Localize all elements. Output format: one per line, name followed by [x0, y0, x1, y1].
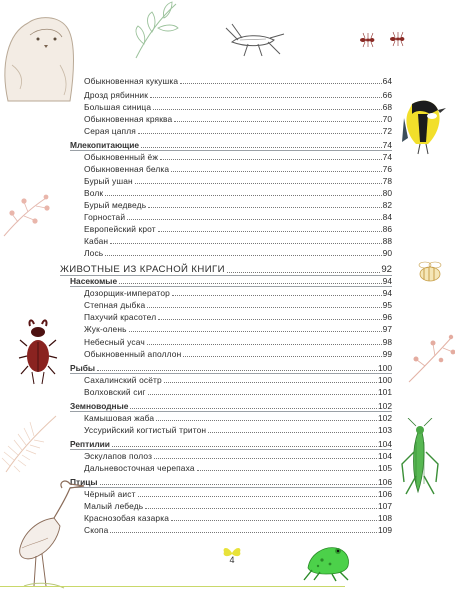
toc-leader-dots — [150, 96, 382, 98]
toc-leader-dots — [148, 206, 381, 208]
toc-page-number: 97 — [382, 324, 392, 334]
toc-page-number: 84 — [382, 212, 392, 222]
toc-label: Европейский крот — [84, 224, 156, 234]
toc-page-number: 109 — [378, 525, 392, 535]
toc-label: Обыкновенный ёж — [84, 152, 159, 162]
toc-page-number: 76 — [382, 164, 392, 174]
toc-page-number: 72 — [382, 126, 392, 136]
toc-leader-dots — [147, 306, 381, 308]
toc-page-number: 94 — [382, 276, 392, 286]
toc-section-heading — [60, 262, 392, 275]
toc-leader-dots — [135, 182, 382, 184]
toc-entry — [84, 175, 392, 186]
toc-label: Серая цапля — [84, 126, 136, 136]
toc-page-number: 64 — [382, 76, 392, 86]
toc-entry — [84, 125, 392, 136]
feather-sprig-icon — [0, 412, 60, 476]
berry-sprig-icon — [0, 186, 55, 241]
toc-page-number: 104 — [378, 439, 392, 449]
toc-entry — [84, 500, 392, 511]
toc-page-number: 68 — [382, 102, 392, 112]
stag-beetle-icon — [18, 318, 58, 390]
toc-page-number: 103 — [378, 425, 392, 435]
toc-leader-dots — [112, 445, 377, 447]
green-grasshopper-icon — [398, 418, 444, 508]
toc-page-number: 99 — [382, 349, 392, 359]
toc-page-number: 105 — [378, 463, 392, 473]
toc-entry — [84, 211, 392, 222]
toc-entry — [84, 151, 392, 162]
toc-leader-dots — [141, 146, 382, 148]
grasshopper-icon — [218, 22, 286, 60]
toc-leader-dots — [148, 393, 377, 395]
toc-leader-dots — [164, 381, 377, 383]
toc-label: Большая синица — [84, 102, 152, 112]
rowan-sprig-icon — [405, 330, 455, 385]
toc-page-number: 80 — [382, 188, 392, 198]
toc-leader-dots — [105, 194, 381, 196]
toc-leader-dots — [183, 355, 381, 357]
toc-label: Земноводные — [70, 401, 129, 411]
toc-entry — [84, 89, 392, 100]
toc-label: Скопа — [84, 525, 109, 535]
leaf-sprig-icon — [128, 0, 183, 60]
toc-leader-dots — [145, 507, 377, 509]
toc-label: Волховский сиг — [84, 387, 146, 397]
toc-leader-dots — [110, 242, 381, 244]
toc-label: Краснозобая казарка — [84, 513, 170, 523]
toc-page-number: 107 — [378, 501, 392, 511]
page-number: 4 — [229, 555, 235, 565]
heron-icon — [8, 478, 88, 596]
toc-label: Бурый медведь — [84, 200, 147, 210]
toc-leader-dots — [171, 170, 381, 172]
toc-page-number: 82 — [382, 200, 392, 210]
toc-label: Обыкновенная кукушка — [84, 76, 179, 86]
toc-label: Волк — [84, 188, 104, 198]
toc-leader-dots — [147, 343, 382, 345]
toc-entry — [84, 488, 392, 499]
toc-entry — [84, 386, 392, 397]
toc-leader-dots — [119, 282, 382, 284]
toc-label: Обыкновенная кряква — [84, 114, 173, 124]
toc-page-number: 92 — [381, 264, 392, 275]
toc-label: Чёрный аист — [84, 489, 136, 499]
toc-label: Рептилии — [70, 439, 110, 449]
ants-icon — [355, 30, 415, 50]
footer-grass-line — [0, 586, 345, 587]
toc-page-number: 104 — [378, 451, 392, 461]
toc-leader-dots — [153, 108, 381, 110]
toc-leader-dots — [174, 120, 381, 122]
toc-entry — [84, 113, 392, 124]
toc-page-number: 100 — [378, 363, 392, 373]
toc-label: Небесный усач — [84, 337, 145, 347]
toc-label: Степная дыбка — [84, 300, 146, 310]
toc-leader-dots — [160, 158, 382, 160]
toc-leader-dots — [138, 132, 382, 134]
toc-leader-dots — [138, 495, 377, 497]
toc-entry — [84, 424, 392, 435]
toc-category — [70, 438, 392, 449]
toc-leader-dots — [172, 294, 382, 296]
toc-page-number: 108 — [378, 513, 392, 523]
toc-entry — [84, 187, 392, 198]
toc-leader-dots — [158, 318, 381, 320]
toc-label: Пахучий красотел — [84, 312, 157, 322]
toc-label: Горностай — [84, 212, 126, 222]
toc-label: Малый лебедь — [84, 501, 144, 511]
toc-label: Эскулапов полоз — [84, 451, 153, 461]
toc-entry — [84, 412, 392, 423]
toc-leader-dots — [180, 82, 381, 84]
toc-entry — [84, 311, 392, 322]
toc-label: Обыкновенный аполлон — [84, 349, 182, 359]
toc-label: Рыбы — [70, 363, 96, 373]
toc-entry — [84, 75, 392, 86]
marmot-icon — [0, 5, 80, 110]
toc-leader-dots — [158, 230, 382, 232]
toc-entry — [84, 348, 392, 359]
toc-label: Насекомые — [70, 276, 118, 286]
toc-page-number: 74 — [382, 140, 392, 150]
toc-label: Птицы — [70, 477, 98, 487]
toc-page-number: 95 — [382, 300, 392, 310]
toc-page-number: 94 — [382, 288, 392, 298]
toc-label: Дальневосточная черепаха — [84, 463, 195, 473]
toc-page-number: 102 — [378, 413, 392, 423]
toc-entry — [84, 199, 392, 210]
toc-entry — [84, 247, 392, 258]
toc-label: Сахалинский осётр — [84, 375, 162, 385]
toc-page-number: 70 — [382, 114, 392, 124]
toc-entry — [84, 512, 392, 523]
toc-page-number: 90 — [382, 248, 392, 258]
toc-label: Жук-олень — [84, 324, 127, 334]
toc-entry — [84, 450, 392, 461]
toc-page-number: 106 — [378, 489, 392, 499]
toc-leader-dots — [127, 218, 381, 220]
toc-page-number: 101 — [378, 387, 392, 397]
toc-leader-dots — [154, 457, 377, 459]
toc-entry — [84, 462, 392, 473]
toc-label: Дозорщик-император — [84, 288, 170, 298]
great-tit-icon — [398, 98, 448, 156]
toc-category — [70, 476, 392, 487]
toc-entry — [84, 223, 392, 234]
toc-page-number: 78 — [382, 176, 392, 186]
toc-page-number: 96 — [382, 312, 392, 322]
toc-category — [70, 275, 392, 286]
toc-label: Кабан — [84, 236, 109, 246]
toc-label: Бурый ушан — [84, 176, 133, 186]
toc-category — [70, 139, 392, 150]
toc-entry — [84, 323, 392, 334]
toc-leader-dots — [171, 519, 377, 521]
toc-page-number: 66 — [382, 90, 392, 100]
toc-label: ЖИВОТНЫЕ ИЗ КРАСНОЙ КНИГИ — [60, 264, 225, 275]
toc-leader-dots — [110, 531, 377, 533]
toc-entry — [84, 299, 392, 310]
toc-page-number: 74 — [382, 152, 392, 162]
toc-page-number: 88 — [382, 236, 392, 246]
toc-entry — [84, 336, 392, 347]
toc-page-number: 100 — [378, 375, 392, 385]
toc-label: Обыкновенная белка — [84, 164, 170, 174]
toc-page-number: 106 — [378, 477, 392, 487]
toc-leader-dots — [208, 431, 377, 433]
toc-entry — [84, 374, 392, 385]
toc-page-number: 102 — [378, 401, 392, 411]
toc-entry — [84, 163, 392, 174]
frog-icon — [302, 540, 354, 582]
toc-leader-dots — [197, 469, 377, 471]
toc-label: Дрозд рябинник — [84, 90, 149, 100]
toc-label: Уссурийский когтистый тритон — [84, 425, 207, 435]
toc-page-number: 98 — [382, 337, 392, 347]
toc-category — [70, 400, 392, 411]
toc-page-number: 86 — [382, 224, 392, 234]
toc-leader-dots — [156, 419, 377, 421]
toc-entry — [84, 235, 392, 246]
toc-label: Лось — [84, 248, 104, 258]
toc-leader-dots — [227, 271, 380, 273]
toc-entry — [84, 287, 392, 298]
bee-icon — [412, 256, 448, 288]
toc-entry — [84, 101, 392, 112]
toc-entry — [84, 524, 392, 535]
toc-leader-dots — [97, 369, 377, 371]
toc-label: Камышовая жаба — [84, 413, 155, 423]
toc-leader-dots — [105, 254, 381, 256]
toc-leader-dots — [100, 483, 377, 485]
toc-leader-dots — [129, 330, 382, 332]
toc-leader-dots — [130, 407, 377, 409]
toc-label: Млекопитающие — [70, 140, 140, 150]
toc-category — [70, 362, 392, 373]
